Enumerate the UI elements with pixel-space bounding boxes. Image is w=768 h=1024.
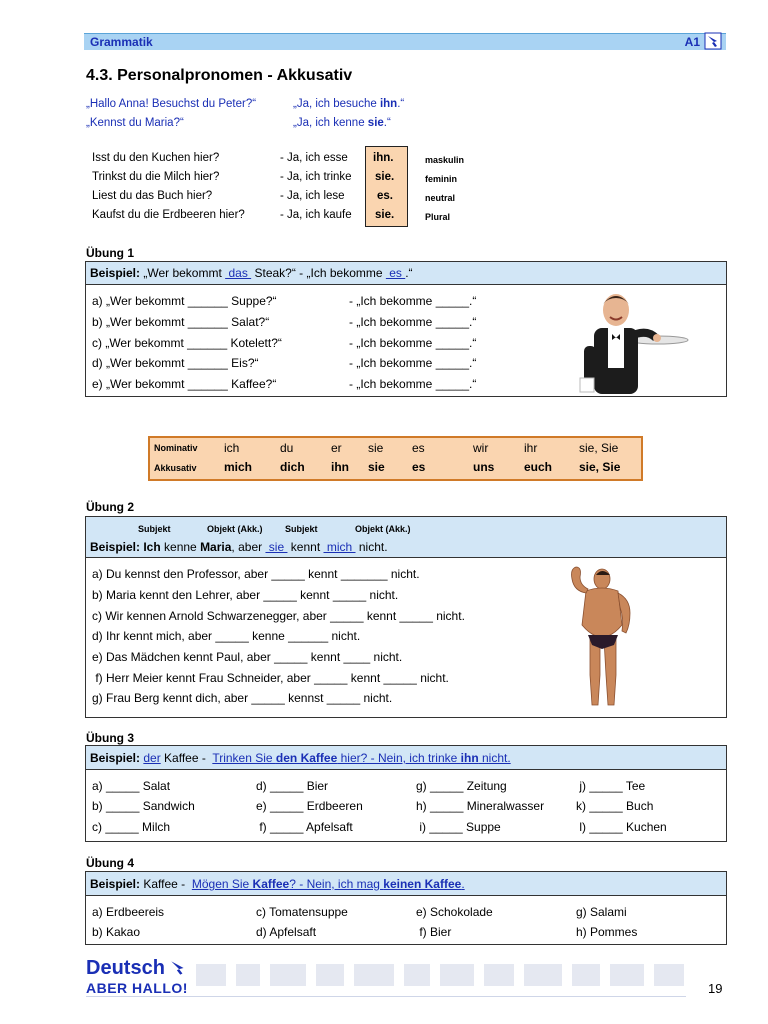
pronoun-nom: sie, Sie (579, 441, 619, 455)
exercise-4-example: Beispiel: Kaffee - Mögen Sie Kaffee? - Nein, ich mag keinen Kaffee. (86, 872, 726, 896)
exercise-1-box (85, 261, 727, 397)
exercise-3-title: Übung 3 (86, 731, 134, 745)
exercise-1-question: c) „Wer bekommt ______ Kotelett?“ (92, 336, 282, 350)
gender-pronoun: sie. (375, 171, 395, 183)
exercise-2-item: f) Herr Meier kennt Frau Schneider, aber _____ kennt _____ nicht. (92, 671, 449, 685)
exercise-3-item: j) _____ Tee (576, 779, 646, 793)
exercise-4-item: d) Apfelsaft (256, 925, 317, 939)
intro-question-1: „Hallo Anna! Besuchst du Peter?“ (86, 98, 257, 110)
exercise-4-item: g) Salami (576, 905, 627, 919)
exercise-3-item: c) _____ Milch (92, 820, 171, 834)
gender-question: Trinkst du die Milch hier? (92, 171, 220, 183)
header-bar (84, 33, 726, 50)
gender-answer: - Ja, ich lese (280, 190, 345, 202)
exercise-3-box (85, 745, 727, 842)
gender-question: Kaufst du die Erdbeeren hier? (92, 209, 245, 221)
intro-answer-1: „Ja, ich besuche ihn.“ (293, 98, 405, 110)
gender-label: feminin (425, 174, 458, 184)
exercise-4-title: Übung 4 (86, 856, 134, 870)
pronoun-nom: du (280, 441, 294, 455)
waiter-illustration (576, 290, 691, 394)
exercise-2-example: Subjekt Objekt (Akk.) Subjekt Objekt (Akk.) Beispiel: Ich kenne Maria, aber sie kennt mich nicht. (86, 517, 726, 558)
footer-watermark-pattern (196, 960, 696, 992)
gender-label: neutral (425, 193, 456, 203)
pronoun-nom: ihr (524, 441, 538, 455)
gender-answer: - Ja, ich trinke (280, 171, 352, 183)
exercise-2-title: Übung 2 (86, 500, 134, 514)
exercise-3-item: g) _____ Zeitung (416, 779, 507, 793)
hand-cursor-icon (704, 32, 722, 50)
exercise-1-question: b) „Wer bekommt ______ Salat?“ (92, 315, 270, 329)
exercise-1-question: d) „Wer bekommt ______ Eis?“ (92, 356, 259, 370)
pronoun-table (148, 436, 643, 481)
exercise-4-item: c) Tomatensuppe (256, 905, 348, 919)
exercise-2-item: g) Frau Berg kennt dich, aber _____ kennst _____ nicht. (92, 691, 393, 705)
exercise-1-answer: - „Ich bekomme _____.“ (349, 315, 477, 329)
exercise-1-question: e) „Wer bekommt ______ Kaffee?“ (92, 377, 277, 391)
exercise-1-answer: - „Ich bekomme _____.“ (349, 336, 477, 350)
exercise-4-item: f) Bier (416, 925, 452, 939)
header-objekt: Objekt (Akk.) (207, 524, 263, 534)
gender-answer: - Ja, ich esse (280, 152, 348, 164)
exercise-3-item: i) _____ Suppe (416, 820, 501, 834)
akkusativ-label: Akkusativ (154, 463, 197, 473)
header-subjekt: Subjekt (138, 524, 171, 534)
gender-label: maskulin (425, 155, 465, 165)
exercise-1-answer: - „Ich bekomme _____.“ (349, 294, 477, 308)
pronoun-akk: sie, Sie (579, 460, 621, 474)
header-level-label: A1 (684, 35, 700, 49)
exercise-2-item: d) Ihr kennt mich, aber _____ kenne ______ nicht. (92, 629, 361, 643)
header-subjekt: Subjekt (285, 524, 318, 534)
exercise-4-item: b) Kakao (92, 925, 141, 939)
header-section-label: Grammatik (90, 35, 153, 49)
exercise-3-item: a) _____ Salat (92, 779, 171, 793)
exercise-1-example: Beispiel: „Wer bekommt das Steak?“ - „Ich bekomme es .“ (86, 262, 726, 285)
gender-question: Liest du das Buch hier? (92, 190, 213, 202)
header-objekt: Objekt (Akk.) (355, 524, 411, 534)
pronoun-akk: sie (368, 460, 385, 474)
intro-answer-2: „Ja, ich kenne sie.“ (293, 117, 391, 129)
gender-pronoun: sie. (375, 209, 395, 221)
footer-brand-title: Deutsch (86, 957, 165, 979)
pronoun-akk: mich (224, 460, 253, 474)
exercise-4-item: e) Schokolade (416, 905, 493, 919)
footer-divider (86, 996, 686, 997)
exercise-3-item: l) _____ Kuchen (576, 820, 667, 834)
exercise-3-item: d) _____ Bier (256, 779, 329, 793)
gender-label: Plural (425, 212, 451, 222)
exercise-4-item: a) Erdbeereis (92, 905, 165, 919)
exercise-1-title: Übung 1 (86, 246, 134, 260)
gender-question: Isst du den Kuchen hier? (92, 152, 220, 164)
exercise-2-item: c) Wir kennen Arnold Schwarzenegger, aber _____ kennt _____ nicht. (92, 609, 465, 623)
exercise-1-answer: - „Ich bekomme _____.“ (349, 356, 477, 370)
gender-answer: - Ja, ich kaufe (280, 209, 352, 221)
pronoun-akk: ihn (331, 460, 349, 474)
pronoun-nom: wir (473, 441, 489, 455)
pronoun-akk: dich (280, 460, 305, 474)
exercise-2-item: e) Das Mädchen kennt Paul, aber _____ kennt ____ nicht. (92, 650, 403, 664)
page-title: 4.3. Personalpronomen - Akkusativ (86, 67, 353, 84)
pronoun-akk: uns (473, 460, 495, 474)
pronoun-nom: er (331, 441, 342, 455)
exercise-3-example: Beispiel: der Kaffee - Trinken Sie den Kaffee hier? - Nein, ich trinke ihn nicht. (86, 746, 726, 770)
exercise-4-item: h) Pommes (576, 925, 638, 939)
pronoun-nom: es (412, 441, 425, 455)
bodybuilder-illustration (564, 565, 644, 713)
exercise-3-item: f) _____ Apfelsaft (256, 820, 353, 834)
pronoun-akk: euch (524, 460, 553, 474)
page-number: 19 (708, 981, 723, 996)
exercise-4-box (85, 871, 727, 945)
exercise-2-box (85, 516, 727, 718)
nominativ-label: Nominativ (154, 443, 198, 453)
exercise-3-item: k) _____ Buch (576, 799, 654, 813)
exercise-1-question: a) „Wer bekommt ______ Suppe?“ (92, 294, 277, 308)
exercise-2-item: a) Du kennst den Professor, aber _____ kennt _______ nicht. (92, 567, 420, 581)
footer-brand-subtitle: ABER HALLO! (86, 980, 188, 996)
intro-question-2: „Kennst du Maria?“ (86, 117, 184, 129)
pronoun-nom: sie (368, 441, 384, 455)
gender-pronoun: ihn. (373, 152, 394, 164)
exercise-3-item: h) _____ Mineralwasser (416, 799, 545, 813)
hand-cursor-icon (168, 958, 188, 978)
exercise-2-item: b) Maria kennt den Lehrer, aber _____ kennt _____ nicht. (92, 588, 399, 602)
exercise-3-item: b) _____ Sandwich (92, 799, 195, 813)
exercise-3-item: e) _____ Erdbeeren (256, 799, 363, 813)
exercise-1-answer: - „Ich bekomme _____.“ (349, 377, 477, 391)
pronoun-akk: es (412, 460, 426, 474)
pronoun-nom: ich (224, 441, 240, 455)
gender-pronoun: es. (377, 190, 393, 202)
